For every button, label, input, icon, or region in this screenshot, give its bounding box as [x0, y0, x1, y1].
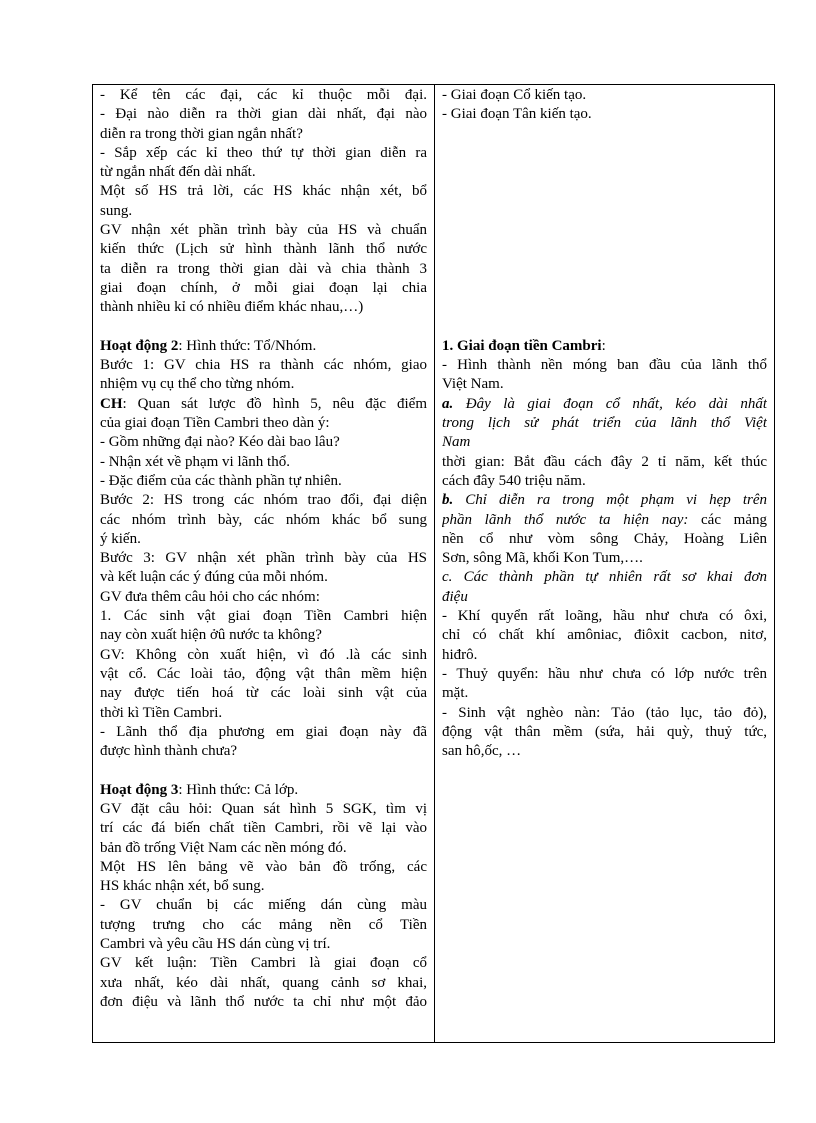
text-line-text: nay còn xuất hiện ởû nước ta không? [100, 627, 322, 644]
point-b-line [442, 491, 767, 510]
text-line [100, 839, 427, 858]
text-line [442, 684, 767, 703]
text-line-text: GV đặt câu hỏi: Quan sát hình 5 SGK, tìm vị [100, 800, 427, 817]
text-line-text: tượng trưng cho các mảng nền cổ Tiền [100, 916, 427, 933]
text-line [100, 182, 427, 201]
blank-line [442, 318, 767, 337]
text-line [100, 279, 427, 298]
text-line [100, 260, 427, 279]
blank-line [442, 163, 767, 182]
point-c-line-text: điệu [442, 588, 468, 605]
text-line-text: diễn ra trong thời gian ngắn nhất? [100, 125, 303, 142]
text-line [442, 704, 767, 723]
text-line [442, 549, 767, 568]
point-a-line [442, 395, 767, 414]
text-line-text: Cambri và yêu cầu HS dán cùng vị trí. [100, 936, 331, 953]
blank-line [442, 144, 767, 163]
text-line [100, 472, 427, 491]
text-line [442, 375, 767, 394]
blank-line [442, 221, 767, 240]
section-title-text: 1. Giai đoạn tiền Cambri [442, 337, 602, 354]
text-line-text: GV: Không còn xuất hiện, vì đó .là các sinh [100, 646, 427, 663]
text-line [100, 819, 427, 838]
question-line-text: : Quan sát lược đồ hình 5, nêu đặc điểm [122, 395, 427, 412]
text-line [100, 935, 427, 954]
text-line-text: của giai đoạn Tiền Cambri theo dàn ý: [100, 415, 330, 432]
question-line [100, 395, 427, 414]
text-line-text: - Đại nào diễn ra thời gian dài nhất, đại nào [100, 106, 427, 123]
text-line-text: bản đồ trống Việt Nam các nền móng đó. [100, 839, 347, 856]
text-line [100, 588, 427, 607]
text-line [442, 356, 767, 375]
activity-2-heading [100, 337, 427, 356]
text-line-text: Bước 1: GV chia HS ra thành các nhóm, giao [100, 357, 427, 374]
stage-item-text: - Giai đoạn Tân kiến tạo. [442, 106, 592, 123]
blank-line [442, 202, 767, 221]
text-line [100, 86, 427, 105]
text-line-text: Một số HS trả lời, các HS khác nhận xét, bổ [100, 183, 427, 200]
stage-item-text: - Giai đoạn Cổ kiến tạo. [442, 87, 587, 103]
point-b-line-text: b. [442, 492, 454, 509]
text-line [100, 549, 427, 568]
text-line-text: - Sinh vật nghèo nàn: Tảo (tảo lục, tảo đỏ), [442, 704, 767, 721]
text-line-text: - Gồm những đại nào? Kéo dài bao lâu? [100, 434, 340, 451]
text-line [100, 298, 427, 317]
text-line-text: hiđrô. [442, 646, 478, 663]
point-b-line-text: phần lãnh thổ nước ta hiện nay: [442, 511, 689, 528]
text-line [100, 163, 427, 182]
text-line-text: - Đặc điểm của các thành phần tự nhiên. [100, 472, 342, 489]
text-line-text: ta diễn ra trong thời gian dài và chia thành 3 [100, 260, 427, 277]
section-title [442, 337, 767, 356]
text-line-text: Sơn, sông Mã, khối Kon Tum,…. [442, 550, 643, 567]
point-c-line [442, 588, 767, 607]
text-line-text: thời gian: Bắt đầu cách đây 2 tỉ năm, kết thúc [442, 453, 767, 470]
text-line-text: mặt. [442, 685, 469, 702]
text-line [100, 684, 427, 703]
text-line [100, 974, 427, 993]
text-line-text: Bước 3: GV nhận xét phần trình bày của HS [100, 550, 427, 567]
text-line [100, 105, 427, 124]
text-line [100, 511, 427, 530]
stage-item [442, 105, 767, 124]
text-line-text: 1. Các sinh vật giai đoạn Tiền Cambri hiện [100, 608, 427, 625]
text-line-text: san hô,ốc, … [442, 743, 522, 760]
text-line-text: HS khác nhận xét, bổ sung. [100, 878, 265, 895]
text-line-text: giai đoạn chính, ở mỗi giai đoạn lại chia [100, 279, 427, 296]
point-a-line [442, 414, 767, 433]
activity-2-heading-text: : Hình thức: Tổ/Nhóm. [178, 337, 317, 354]
point-c-line-text: c. Các thành phần tự nhiên rất sơ khai đơn [442, 569, 767, 586]
text-line [100, 607, 427, 626]
text-line-text: ý kiến. [100, 530, 141, 547]
text-line-text: kiến thức (Lịch sử hình thành lãnh thổ nước [100, 241, 427, 258]
text-line-text: - Sắp xếp các kỉ theo thứ tự thời gian diễn ra [100, 144, 427, 161]
activity-3-heading [100, 781, 427, 800]
point-a-line [442, 433, 767, 452]
text-line [442, 626, 767, 645]
text-line [100, 665, 427, 684]
text-line [100, 568, 427, 587]
text-line [442, 742, 767, 761]
text-line [100, 125, 427, 144]
text-line [100, 742, 427, 761]
blank-line [442, 260, 767, 279]
text-line-text: - Kể tên các đại, các kỉ thuộc mỗi đại. [100, 87, 427, 103]
activity-3-heading-text: : Hình thức: Cả lớp. [178, 781, 299, 798]
content-column [435, 85, 774, 1042]
text-line [100, 202, 427, 221]
text-line [100, 144, 427, 163]
text-line [100, 240, 427, 259]
text-line-text: sung. [100, 202, 133, 219]
text-line-text: và kết luận các ý đúng của mỗi nhóm. [100, 569, 328, 586]
text-line [100, 704, 427, 723]
text-line [100, 414, 427, 433]
text-line-text: nhiệm vụ cụ thể cho từng nhóm. [100, 376, 295, 393]
text-line-text: - GV chuẩn bị các miếng dán cùng màu [100, 897, 427, 914]
text-line [100, 530, 427, 549]
text-line-text: Bước 2: HS trong các nhóm trao đổi, đại diện [100, 492, 427, 509]
text-line [100, 954, 427, 973]
point-a-line-text: Nam [442, 434, 471, 451]
text-line [100, 453, 427, 472]
text-line-text: vật cổ. Các loài tảo, động vật thân mềm hiện [100, 665, 427, 682]
activity-2-heading-text: Hoạt động 2 [100, 337, 179, 354]
text-line [442, 646, 767, 665]
point-c-line [442, 568, 767, 587]
text-line [100, 858, 427, 877]
blank-line [442, 279, 767, 298]
text-line [100, 723, 427, 742]
text-line-text: chỉ có chất khí amôniac, điôxit cacbon, nitơ, [442, 627, 767, 644]
text-line-text: thời kì Tiền Cambri. [100, 704, 223, 721]
text-line-text: Một HS lên bảng vẽ vào bản đồ trống, các [100, 858, 427, 875]
text-line [442, 472, 767, 491]
text-line-text: nay được tiến hoá từ các loài sinh vật của [100, 685, 427, 702]
blank-line [442, 240, 767, 259]
text-line-text: từ ngắn nhất đến dài nhất. [100, 164, 256, 181]
text-line-text: - Nhận xét về phạm vi lãnh thổ. [100, 453, 290, 470]
text-line-text: - Lãnh thổ địa phương em giai đoạn này đã [100, 723, 427, 740]
text-line [442, 665, 767, 684]
text-line-text: - Thuỷ quyển: hầu như chưa có lớp nước trên [442, 665, 767, 682]
text-line-text: nền cổ như vòm sông Chảy, Hoàng Liên [442, 530, 767, 547]
text-line [100, 433, 427, 452]
section-title-text: : [601, 337, 606, 354]
blank-line [442, 125, 767, 144]
point-b-line-text: Chỉ diễn ra trong một phạm vi hẹp trên [453, 492, 767, 509]
text-line-text: Việt Nam. [442, 376, 504, 393]
text-line [100, 375, 427, 394]
text-line [442, 723, 767, 742]
text-line [100, 916, 427, 935]
text-line-text: GV kết luận: Tiền Cambri là giai đoạn cổ [100, 955, 427, 972]
text-line-text: được hình thành chưa? [100, 743, 238, 760]
text-line [100, 356, 427, 375]
text-line-text: thành nhiều kỉ có nhiều điểm khác nhau,…) [100, 299, 364, 316]
text-line [100, 993, 427, 1012]
text-line-text: các nhóm trình bày, các nhóm khác bổ sung [100, 511, 427, 528]
text-line [100, 491, 427, 510]
text-line-text: - Khí quyển rất loãng, hầu như chưa có ôxi, [442, 608, 767, 625]
text-line-text: - Hình thành nền móng ban đầu của lãnh thổ [442, 357, 767, 374]
text-line-text: động vật thân mềm (sứa, hải quỳ, thuỷ tức, [442, 723, 767, 740]
text-line [100, 877, 427, 896]
point-b-line-text: các mảng [688, 511, 767, 528]
blank-line [442, 298, 767, 317]
text-line [100, 800, 427, 819]
text-line [100, 896, 427, 915]
point-b-line [442, 511, 767, 530]
text-line-text: xưa nhất, kéo dài nhất, quang cảnh sơ khai, [100, 974, 427, 991]
stage-item [442, 86, 767, 105]
text-line [442, 607, 767, 626]
text-line [442, 453, 767, 472]
text-line-text: cách đây 540 triệu năm. [442, 472, 586, 489]
blank-line [442, 182, 767, 201]
blank-line [100, 761, 427, 780]
activity-3-heading-text: Hoạt động 3 [100, 781, 179, 798]
text-line [100, 626, 427, 645]
text-line-text: trí các đá biến chất tiền Cambri, rồi vẽ lại vào [100, 820, 427, 837]
lesson-table [92, 84, 775, 1043]
text-line [100, 646, 427, 665]
text-line [442, 530, 767, 549]
text-line [100, 221, 427, 240]
point-a-line-text: a. [442, 395, 454, 412]
point-a-line-text: trong lịch sử phát triển của lãnh thổ Việt [442, 415, 767, 432]
blank-line [100, 318, 427, 337]
question-line-text: CH [100, 395, 123, 412]
point-a-line-text: Đây là giai đoạn cổ nhất, kéo dài nhất [453, 395, 767, 412]
text-line-text: đơn điệu và lãnh thổ nước ta chỉ như một đảo [100, 993, 427, 1010]
text-line-text: GV nhận xét phần trình bày của HS và chuẩn [100, 222, 427, 239]
teacher-student-activities-column [93, 85, 435, 1042]
text-line-text: GV đưa thêm câu hỏi cho các nhóm: [100, 588, 320, 605]
